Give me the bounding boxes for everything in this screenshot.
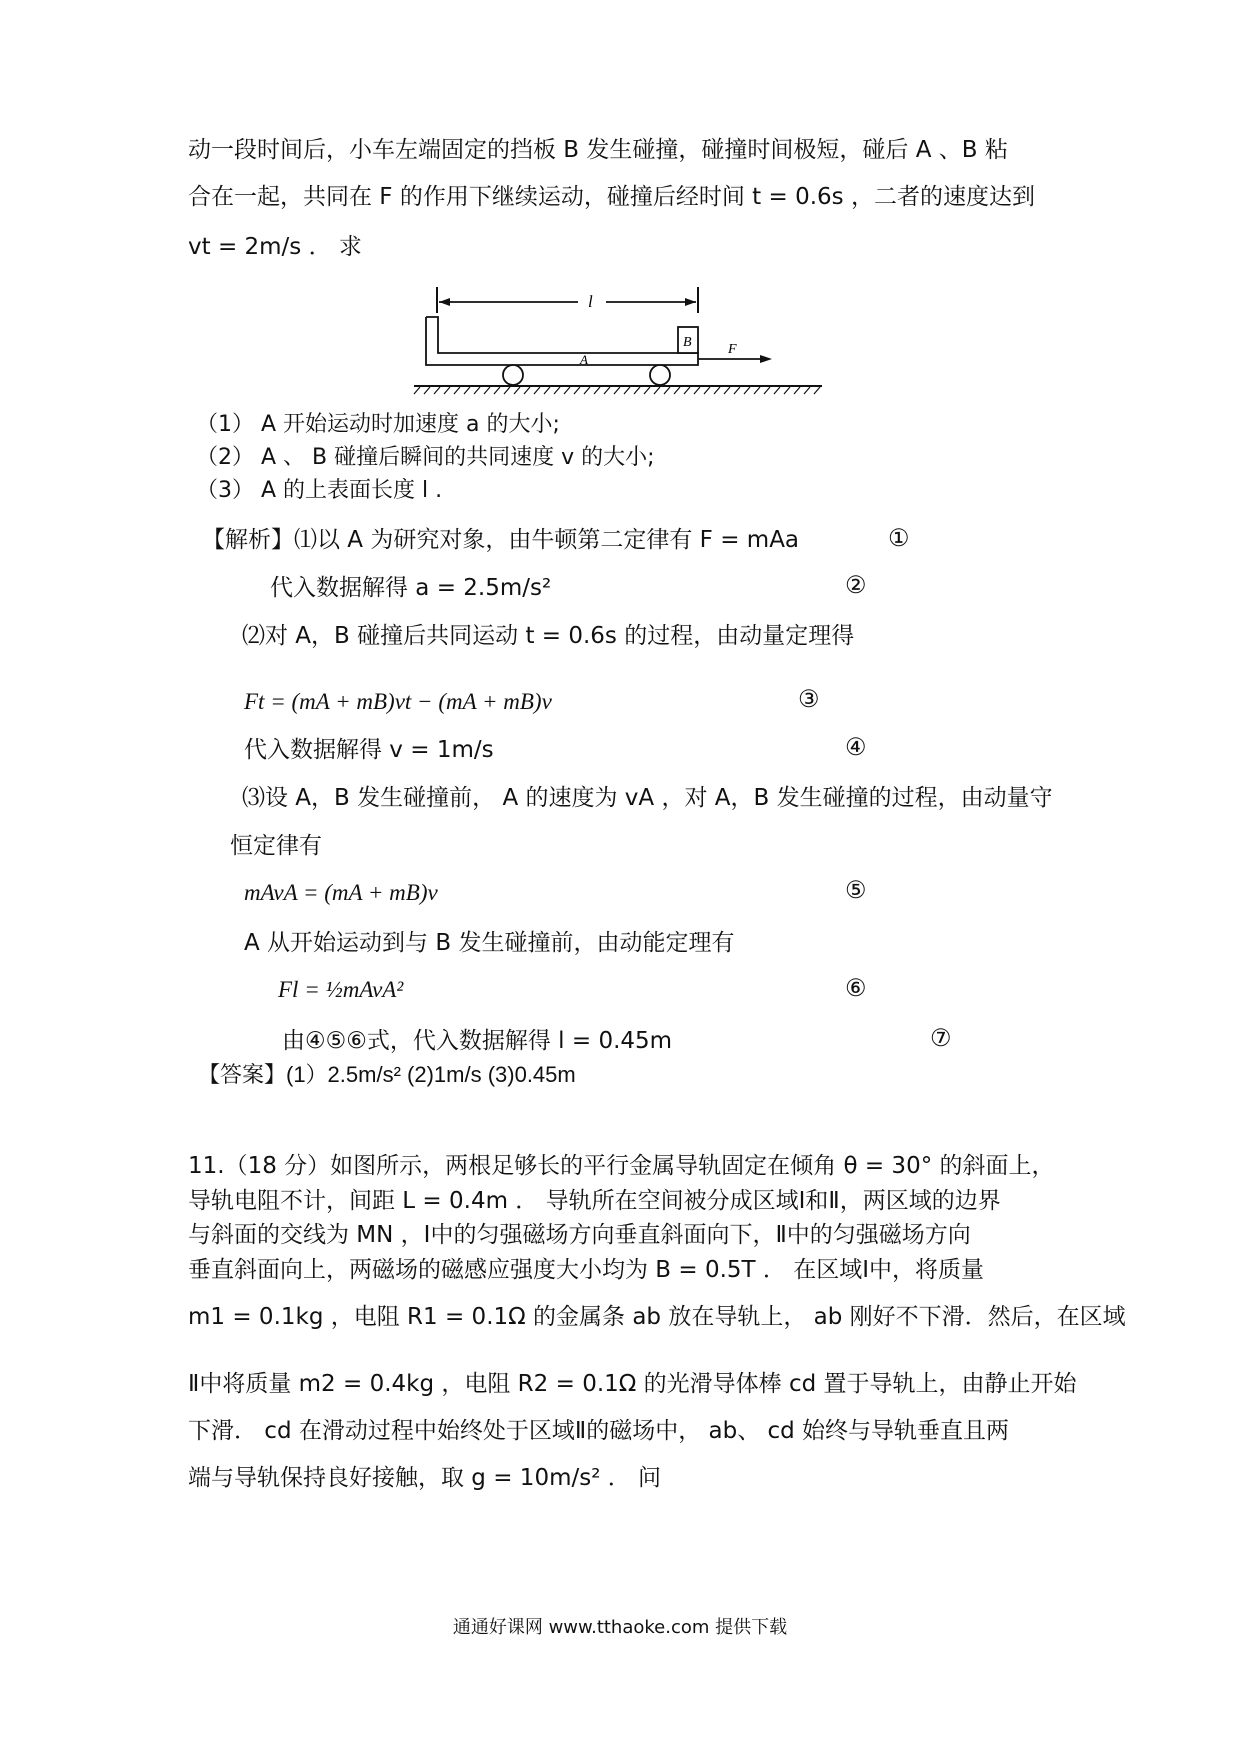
problem11-line-7: 下滑． cd 在滑动过程中始终处于区域Ⅱ的磁场中， ab、 cd 始终与导轨垂直且两 bbox=[188, 1418, 1010, 1444]
solution-equation-6: Fl = ½mAvA² bbox=[278, 977, 404, 1002]
solution-line-9: A 从开始运动到与 B 发生碰撞前，由动能定理有 bbox=[244, 930, 735, 956]
solution-equation-3: Ft = (mA + mB)vt − (mA + mB)v bbox=[244, 689, 552, 714]
label-F: F bbox=[728, 342, 737, 357]
label-B: B bbox=[683, 335, 692, 350]
problem11-line-2: 导轨电阻不计，间距 L = 0.4m ． 导轨所在空间被分成区域Ⅰ和Ⅱ，两区域的边界 bbox=[188, 1188, 1001, 1214]
problem11-line-8: 端与导轨保持良好接触，取 g = 10m/s² ． 问 bbox=[188, 1465, 662, 1491]
problem11-line-3: 与斜面的交线为 MN ，Ⅰ中的匀强磁场方向垂直斜面向下，Ⅱ中的匀强磁场方向 bbox=[188, 1222, 971, 1248]
label-l: l bbox=[588, 292, 593, 311]
solution-line-1: 【解析】⑴以 A 为研究对象，由牛顿第二定律有 F = mAa bbox=[202, 527, 800, 553]
question-2: （2） A 、 B 碰撞后瞬间的共同速度 v 的大小; bbox=[196, 445, 655, 470]
problem11-line-6: Ⅱ中将质量 m2 = 0.4kg ，电阻 R2 = 0.1Ω 的光滑导体棒 cd 置于导轨上，由静止开始 bbox=[188, 1371, 1077, 1397]
equation-number-2: ② bbox=[845, 571, 867, 599]
solution-line-7: 恒定律有 bbox=[230, 833, 322, 859]
solution-line-5: 代入数据解得 v = 1m/s bbox=[244, 737, 494, 763]
cart-diagram bbox=[410, 285, 830, 395]
solution-equation-5: mAvA = (mA + mB)v bbox=[244, 880, 438, 905]
equation-number-7: ⑦ bbox=[930, 1024, 952, 1052]
problem11-line-5: m1 = 0.1kg ，电阻 R1 = 0.1Ω 的金属条 ab 放在导轨上， ab 刚好不下滑．然后，在区域 bbox=[188, 1304, 1126, 1330]
question-3: （3） A 的上表面长度 l . bbox=[196, 478, 443, 503]
problem11-line-1: 11.（18 分）如图所示，两根足够长的平行金属导轨固定在倾角 θ = 30° 的斜面上， bbox=[188, 1153, 1055, 1179]
solution-line-2: 代入数据解得 a = 2.5m/s² bbox=[270, 575, 552, 601]
equation-number-6: ⑥ bbox=[845, 974, 867, 1002]
solution-line-11: 由④⑤⑥式，代入数据解得 l = 0.45m bbox=[282, 1028, 673, 1054]
paragraph-line-2: 合在一起，共同在 F 的作用下继续运动，碰撞后经时间 t = 0.6s ，二者的速度达到 bbox=[188, 184, 1035, 210]
equation-number-5: ⑤ bbox=[845, 876, 867, 904]
solution-line-3: ⑵对 A，B 碰撞后共同运动 t = 0.6s 的过程，由动量定理得 bbox=[242, 623, 855, 649]
equation-number-4: ④ bbox=[845, 733, 867, 761]
paragraph-line-3: vt = 2m/s ． 求 bbox=[188, 234, 362, 260]
page-footer: 通通好课网 www.tthaoke.com 提供下载 bbox=[452, 1617, 788, 1638]
equation-number-3: ③ bbox=[798, 685, 820, 713]
label-A: A bbox=[580, 352, 588, 367]
problem11-line-4: 垂直斜面向上，两磁场的磁感应强度大小均为 B = 0.5T ． 在区域Ⅰ中，将质量 bbox=[188, 1257, 985, 1283]
solution-line-6: ⑶设 A，B 发生碰撞前， A 的速度为 vA ，对 A，B 发生碰撞的过程，由动量守 bbox=[242, 785, 1053, 811]
equation-number-1: ① bbox=[888, 524, 910, 552]
question-1: （1） A 开始运动时加速度 a 的大小; bbox=[196, 412, 560, 437]
answer-line: 【答案】(1）2.5m/s² (2)1m/s (3)0.45m bbox=[198, 1062, 576, 1087]
paragraph-line-1: 动一段时间后，小车左端固定的挡板 B 发生碰撞，碰撞时间极短，碰后 A 、B 粘 bbox=[188, 137, 1008, 163]
